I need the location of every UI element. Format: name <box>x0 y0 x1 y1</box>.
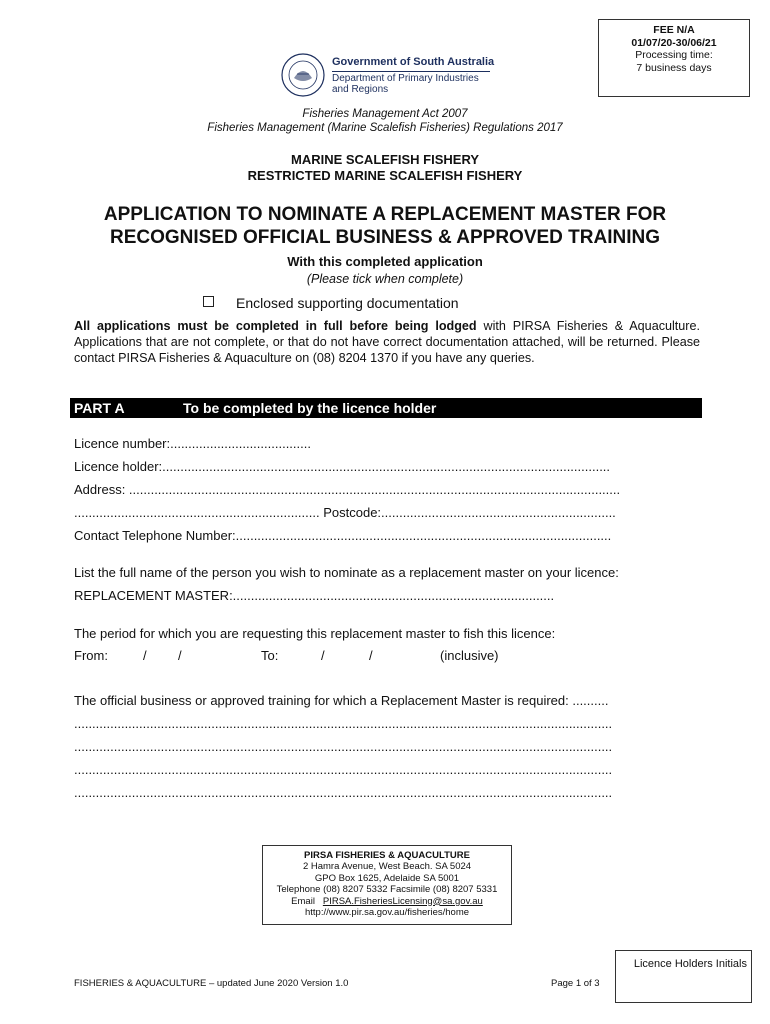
initials-label: Licence Holders Initials <box>633 958 747 970</box>
please-tick-note: (Please tick when complete) <box>306 272 464 286</box>
government-name: Government of South Australia <box>332 56 495 68</box>
from-label: From: <box>74 648 108 663</box>
from-slash-1: / <box>143 648 147 663</box>
intro-paragraph <box>74 318 700 366</box>
processing-value: 7 business days <box>636 61 712 74</box>
part-a-header <box>70 398 702 418</box>
enclosed-documentation-checkbox[interactable] <box>203 296 214 307</box>
nominate-prompt: List the full name of the person you wish to nominate as a replacement master on your licence: <box>74 565 619 580</box>
enclosed-documentation-item <box>203 295 459 311</box>
government-logo <box>280 52 495 98</box>
to-slash-1: / <box>321 648 325 663</box>
act-line-2: Fisheries Management (Marine Scalefish Fisheries) Regulations 2017 <box>207 122 563 134</box>
telephone-field[interactable]: Contact Telephone Number:........................................................................................................ <box>74 528 612 543</box>
logo-divider <box>332 71 490 72</box>
official-business-line-3[interactable]: ..................................................................................................................................................... <box>74 762 613 777</box>
processing-label: Processing time: <box>635 49 713 61</box>
page-number: Page 1 of 3 <box>551 978 600 989</box>
licence-number-field[interactable]: Licence number:....................................... <box>74 436 311 451</box>
with-application-heading: With this completed application <box>287 254 483 269</box>
department-line-2: and Regions <box>332 84 389 95</box>
intro-text: with PIRSA Fisheries & Aquaculture. Applications that are not complete, or that do not have correct documentation attached, will be returned. Please contact PIRSA Fisheries & Aquaculture on (08) 8204 1370 if you have any queries. <box>74 319 700 365</box>
postcode-field[interactable]: .................................................................... Postcode:................................................................. <box>74 505 616 520</box>
replacement-master-field[interactable]: REPLACEMENT MASTER:......................................................................................... <box>74 588 555 603</box>
department-name <box>332 73 479 95</box>
to-slash-2: / <box>369 648 373 663</box>
pirsa-contact-box <box>262 845 512 925</box>
intro-bold: All applications must be completed in full before being lodged <box>74 319 477 333</box>
pirsa-name: PIRSA FISHERIES & AQUACULTURE <box>304 850 470 861</box>
address-field[interactable]: Address: ........................................................................................................................................ <box>74 482 621 497</box>
pirsa-address-1: 2 Hamra Avenue, West Beach. SA 5024 <box>302 861 472 873</box>
title-line-2: RECOGNISED OFFICIAL BUSINESS & APPROVED TRAINING <box>110 227 660 248</box>
fishery-line-2: RESTRICTED MARINE SCALEFISH FISHERY <box>247 168 523 183</box>
fishery-heading <box>0 152 770 184</box>
department-line-1: Department of Primary Industries <box>332 73 479 84</box>
fee-dates: 01/07/20-30/06/21 <box>631 36 717 49</box>
licence-holder-initials-box[interactable] <box>615 950 752 1003</box>
pirsa-email-label: Email <box>291 895 315 907</box>
from-slash-2: / <box>178 648 182 663</box>
pirsa-address-2: GPO Box 1625, Adelaide SA 5001 <box>314 872 460 884</box>
official-business-line-4[interactable]: ..................................................................................................................................................... <box>74 785 613 800</box>
legislation-reference <box>0 107 770 135</box>
part-a-title: To be completed by the licence holder <box>183 400 437 416</box>
period-row[interactable] <box>74 648 514 664</box>
fee-label: FEE N/A <box>653 24 695 36</box>
official-business-prompt[interactable]: The official business or approved training for which a Replacement Master is required: .......... <box>74 693 609 708</box>
pirsa-website-link[interactable]: http://www.pir.sa.gov.au/fisheries/home <box>304 907 470 919</box>
inclusive-label: (inclusive) <box>440 648 499 663</box>
to-label: To: <box>261 648 279 663</box>
page-title <box>0 203 770 249</box>
official-business-line-1[interactable]: ..................................................................................................................................................... <box>74 716 613 731</box>
pirsa-phone: Telephone (08) 8207 5332 Facsimile (08) 8207 5331 <box>276 884 498 896</box>
pirsa-email-link[interactable]: PIRSA.FisheriesLicensing@sa.gov.au <box>322 895 483 907</box>
enclosed-documentation-label: Enclosed supporting documentation <box>236 295 459 311</box>
footer-version: FISHERIES & AQUACULTURE – updated June 2020 Version 1.0 <box>74 978 349 989</box>
state-seal-icon <box>280 52 326 98</box>
act-line-1: Fisheries Management Act 2007 <box>302 108 468 120</box>
title-line-1: APPLICATION TO NOMINATE A REPLACEMENT MASTER FOR <box>103 204 667 225</box>
fee-box <box>598 19 750 97</box>
licence-holder-field[interactable]: Licence holder:............................................................................................................................ <box>74 459 611 474</box>
official-business-line-2[interactable]: ..................................................................................................................................................... <box>74 739 613 754</box>
fishery-line-1: MARINE SCALEFISH FISHERY <box>290 152 480 167</box>
part-a-label: PART A <box>74 400 125 416</box>
period-prompt: The period for which you are requesting this replacement master to fish this licence: <box>74 626 556 641</box>
pirsa-email-row <box>263 896 511 907</box>
